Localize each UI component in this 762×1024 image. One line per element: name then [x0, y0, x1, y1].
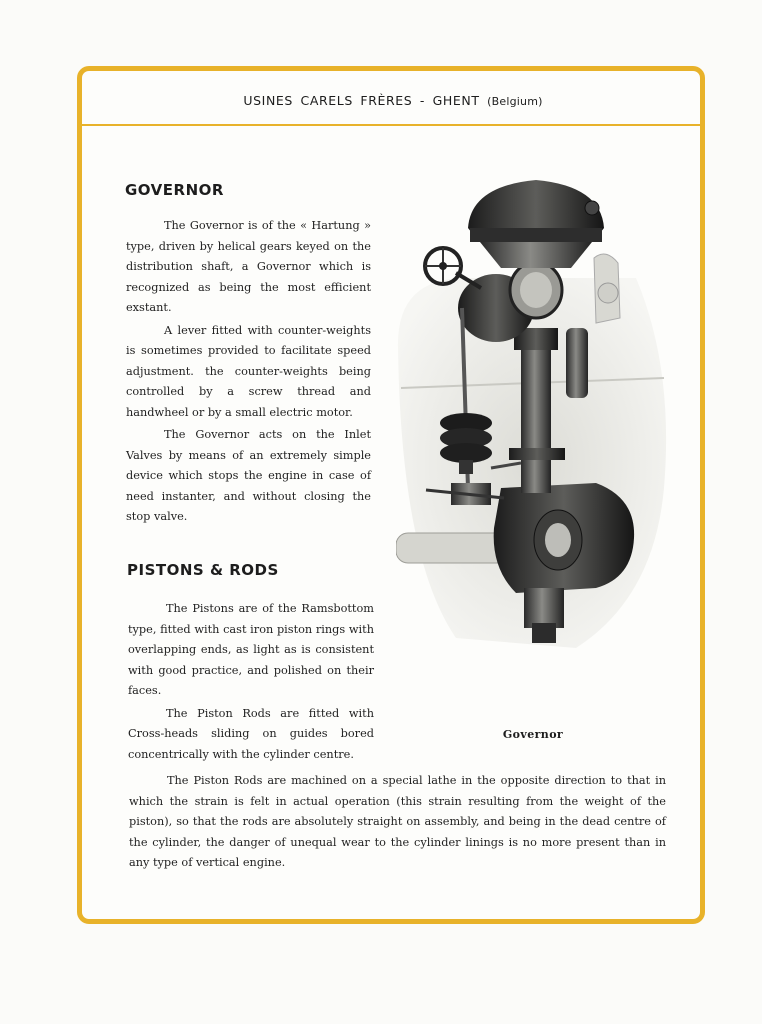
pistons-paragraph-2: The Piston Rods are fitted with Cross-heads sliding on guides bored concentrically with the cylinder centre.: [128, 706, 374, 761]
figure-caption: Governor: [502, 728, 564, 741]
header-text: USINES CARELS FRÈRES - GHENT: [243, 93, 480, 108]
governor-text: [126, 216, 371, 528]
pistons-wide-text: [129, 771, 666, 874]
pistons-title: PISTONS & RODS: [127, 561, 279, 579]
pistons-text: [128, 599, 374, 765]
governor-title: GOVERNOR: [125, 181, 224, 199]
pistons-paragraph-3: The Piston Rods are machined on a special lathe in the opposite direction to that in which the strain is felt in actual operation (this strain resulting from the weight of the piston), so that the rods are absolutely straight on assembly, and being in the dead centre of the cylinder, the danger of unequal wear to the cylinder linings is no more present than in any type of vertical engine.: [129, 774, 666, 869]
governor-paragraph-2: A lever fitted with counter-weights is sometimes provided to facilitate speed adjustment. the counter-weights being controlled by a screw thread and handwheel or by a small electric motor.: [126, 323, 371, 419]
header-country: (Belgium): [487, 95, 543, 108]
governor-paragraph-3: The Governor acts on the Inlet Valves by means of an extremely simple device which stops the engine in case of need instanter, and without closing the stop valve.: [126, 428, 371, 523]
pistons-paragraph-1: The Pistons are of the Ramsbottom type, fitted with cast iron piston rings with overlapping ends, as light as is consistent with good practice, and polished on their faces.: [128, 602, 374, 697]
header-rule: [81, 124, 705, 126]
governor-engraving-icon: [396, 168, 674, 708]
governor-paragraph-1: The Governor is of the « Hartung » type, driven by helical gears keyed on the distribution shaft, a Governor which is recognized as being the most efficient exstant.: [126, 219, 371, 314]
page-header: [81, 93, 705, 108]
